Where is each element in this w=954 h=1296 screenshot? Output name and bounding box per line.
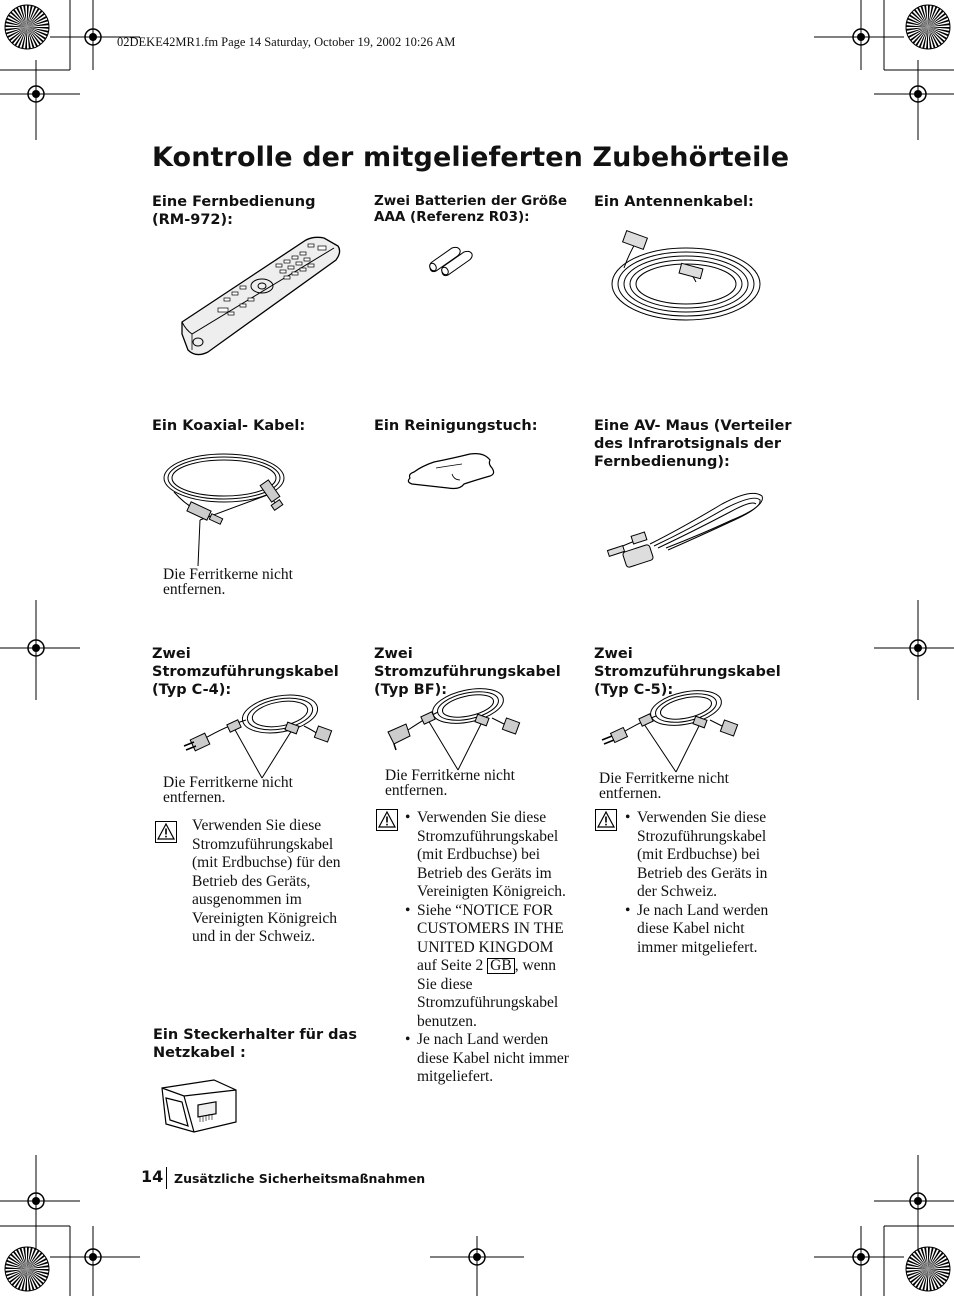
text-line: UNITED KINGDOM — [417, 938, 554, 956]
seite-gb-line — [417, 957, 591, 976]
power-cord-bf-illustration — [384, 684, 530, 772]
power-bf-bullet-2 — [405, 902, 591, 1032]
text-line: diese Kabel nicht immer — [417, 1049, 569, 1067]
registration-mark-icon — [80, 1244, 106, 1270]
plug-holder-label-line: Netzkabel : — [153, 1045, 246, 1061]
power-bf-label-line: (Typ BF): — [374, 682, 448, 698]
batteries-label-line: Zwei Batterien der Größe — [374, 193, 568, 209]
starburst-target-icon — [904, 3, 952, 51]
ferrite-note-line: entfernen. — [385, 782, 448, 799]
plug-holder-label — [153, 1026, 373, 1062]
starburst-target-icon — [3, 3, 51, 51]
wenn-text: , wenn — [514, 957, 557, 974]
batteries-label-line: AAA (Referenz R03): — [374, 209, 530, 225]
power-c4-label-line: Zwei Stromzuführungskabel — [152, 646, 339, 680]
coax-label: Ein Koaxial- Kabel: — [152, 418, 306, 434]
text-line: (mit Erdbuchse) für den — [192, 854, 341, 871]
power-c5-bullet-1 — [625, 809, 805, 902]
av-mouse-label-line: Fernbedienung): — [594, 454, 730, 470]
footer-section-title: Zusätzliche Sicherheitsmaßnahmen — [174, 1171, 426, 1186]
text-line: • Je nach Land werden — [417, 1031, 549, 1048]
text-line: der Schweiz. — [637, 883, 718, 900]
ferrite-note-line: entfernen. — [163, 789, 226, 806]
footer-separator — [166, 1167, 167, 1189]
av-mouse-label — [594, 417, 809, 471]
text-line: CUSTOMERS IN THE — [417, 920, 564, 937]
gb-box: GB — [487, 958, 515, 974]
power-bf-bullet-3 — [405, 1031, 591, 1087]
av-mouse-label-line: Eine AV- Maus (Verteiler — [594, 418, 792, 434]
text-line: Vereinigten Königreich. — [417, 883, 566, 900]
remote-control-illustration — [178, 234, 344, 360]
text-line: • Verwenden Sie diese — [637, 809, 767, 826]
ferrite-note-line: Die Ferritkerne nicht — [599, 770, 729, 787]
ferrite-note-line: Die Ferritkerne nicht — [163, 774, 293, 791]
seite-text: auf Seite 2 — [417, 957, 484, 974]
registration-mark-icon — [905, 81, 931, 107]
registration-mark-icon — [848, 24, 874, 50]
coaxial-cable-illustration — [160, 448, 300, 568]
starburst-target-icon — [3, 1245, 51, 1293]
registration-mark-icon — [23, 1188, 49, 1214]
starburst-target-icon — [904, 1245, 952, 1293]
power-bf-bullet-1 — [405, 809, 591, 902]
batteries-label — [374, 193, 589, 225]
warning-triangle-icon — [155, 821, 177, 843]
power-c4-label-line: (Typ C-4): — [152, 682, 232, 698]
antenna-cable-illustration — [606, 228, 766, 324]
text-line: Vereinigten Königreich — [192, 909, 338, 927]
text-line: Stromzuführungskabel — [417, 994, 559, 1011]
text-line: Strozuführungskabel — [637, 827, 767, 845]
registration-mark-icon — [80, 24, 106, 50]
antenna-label: Ein Antennenkabel: — [594, 194, 754, 210]
text-line: • Je nach Land werden — [637, 901, 769, 919]
warning-triangle-icon — [376, 809, 398, 831]
ferrite-note-line: Die Ferritkerne nicht — [163, 566, 293, 583]
text-line: (mit Erdbuchse) bei — [417, 846, 541, 863]
registration-mark-icon — [905, 1188, 931, 1214]
text-line: und in der Schweiz. — [192, 928, 316, 945]
power-c5-label-line: (Typ C-5): — [594, 682, 674, 698]
power-c4-ferrite-note — [163, 775, 293, 805]
power-bf-ferrite-note — [385, 768, 515, 798]
power-c4-warning — [192, 817, 362, 947]
text-line: Verwenden Sie diese — [192, 817, 322, 834]
cleaning-cloth-illustration — [404, 448, 498, 494]
av-mouse-label-line: des Infrarotsignals der — [594, 436, 781, 452]
warning-triangle-icon — [595, 809, 617, 831]
registration-mark-icon — [464, 1244, 490, 1270]
registration-mark-icon — [905, 635, 931, 661]
text-line: (mit Erdbuchse) bei — [637, 846, 761, 863]
text-line: immer mitgeliefert. — [637, 938, 758, 956]
registration-mark-icon — [23, 635, 49, 661]
text-line: • Siehe “NOTICE FOR — [417, 901, 554, 919]
power-bf-label-line: Zwei Stromzuführungskabel — [374, 646, 561, 680]
power-bf-notes — [405, 809, 591, 1087]
text-line: Betrieb des Geräts in — [637, 864, 768, 882]
remote-label-line: (RM-972): — [152, 212, 233, 228]
plug-holder-label-line: Ein Steckerhalter für das — [153, 1027, 357, 1043]
cloth-label: Ein Reinigungstuch: — [374, 418, 538, 434]
text-line: Stromzuführungskabel — [417, 827, 559, 845]
batteries-illustration — [428, 242, 476, 276]
power-c5-notes — [625, 809, 805, 957]
coax-ferrite-note — [163, 567, 293, 597]
text-line: Stromzuführungskabel — [192, 835, 334, 853]
power-cord-c5-illustration — [600, 686, 746, 774]
file-info-header: 02DEKE42MR1.fm Page 14 Saturday, October 19, 2002 10:26 AM — [117, 35, 456, 49]
power-c5-bullet-2 — [625, 902, 805, 958]
text-line: • Verwenden Sie diese — [417, 809, 547, 826]
text-line: mitgeliefert. — [417, 1068, 494, 1085]
page-title: Kontrolle der mitgelieferten Zubehörteile — [152, 142, 790, 173]
text-line: benutzen. — [417, 1012, 477, 1030]
registration-mark-icon — [23, 81, 49, 107]
plug-holder-illustration — [158, 1076, 240, 1140]
power-cord-c4-illustration — [180, 690, 346, 780]
text-line: Sie diese — [417, 975, 473, 993]
power-c5-label-line: Zwei Stromzuführungskabel — [594, 646, 781, 680]
av-mouse-illustration — [602, 488, 768, 572]
remote-label-line: Eine Fernbedienung — [152, 194, 316, 210]
text-line: Betrieb des Geräts im — [417, 864, 552, 882]
text-line: Betrieb des Geräts, — [192, 872, 311, 890]
remote-label — [152, 193, 367, 229]
power-c5-ferrite-note — [599, 771, 729, 801]
ferrite-note-line: Die Ferritkerne nicht — [385, 767, 515, 784]
ferrite-note-line: entfernen. — [163, 581, 226, 598]
page-number: 14 — [141, 1167, 164, 1186]
registration-mark-icon — [848, 1244, 874, 1270]
text-line: diese Kabel nicht — [637, 920, 745, 937]
text-line: ausgenommen im — [192, 891, 302, 908]
ferrite-note-line: entfernen. — [599, 785, 662, 802]
